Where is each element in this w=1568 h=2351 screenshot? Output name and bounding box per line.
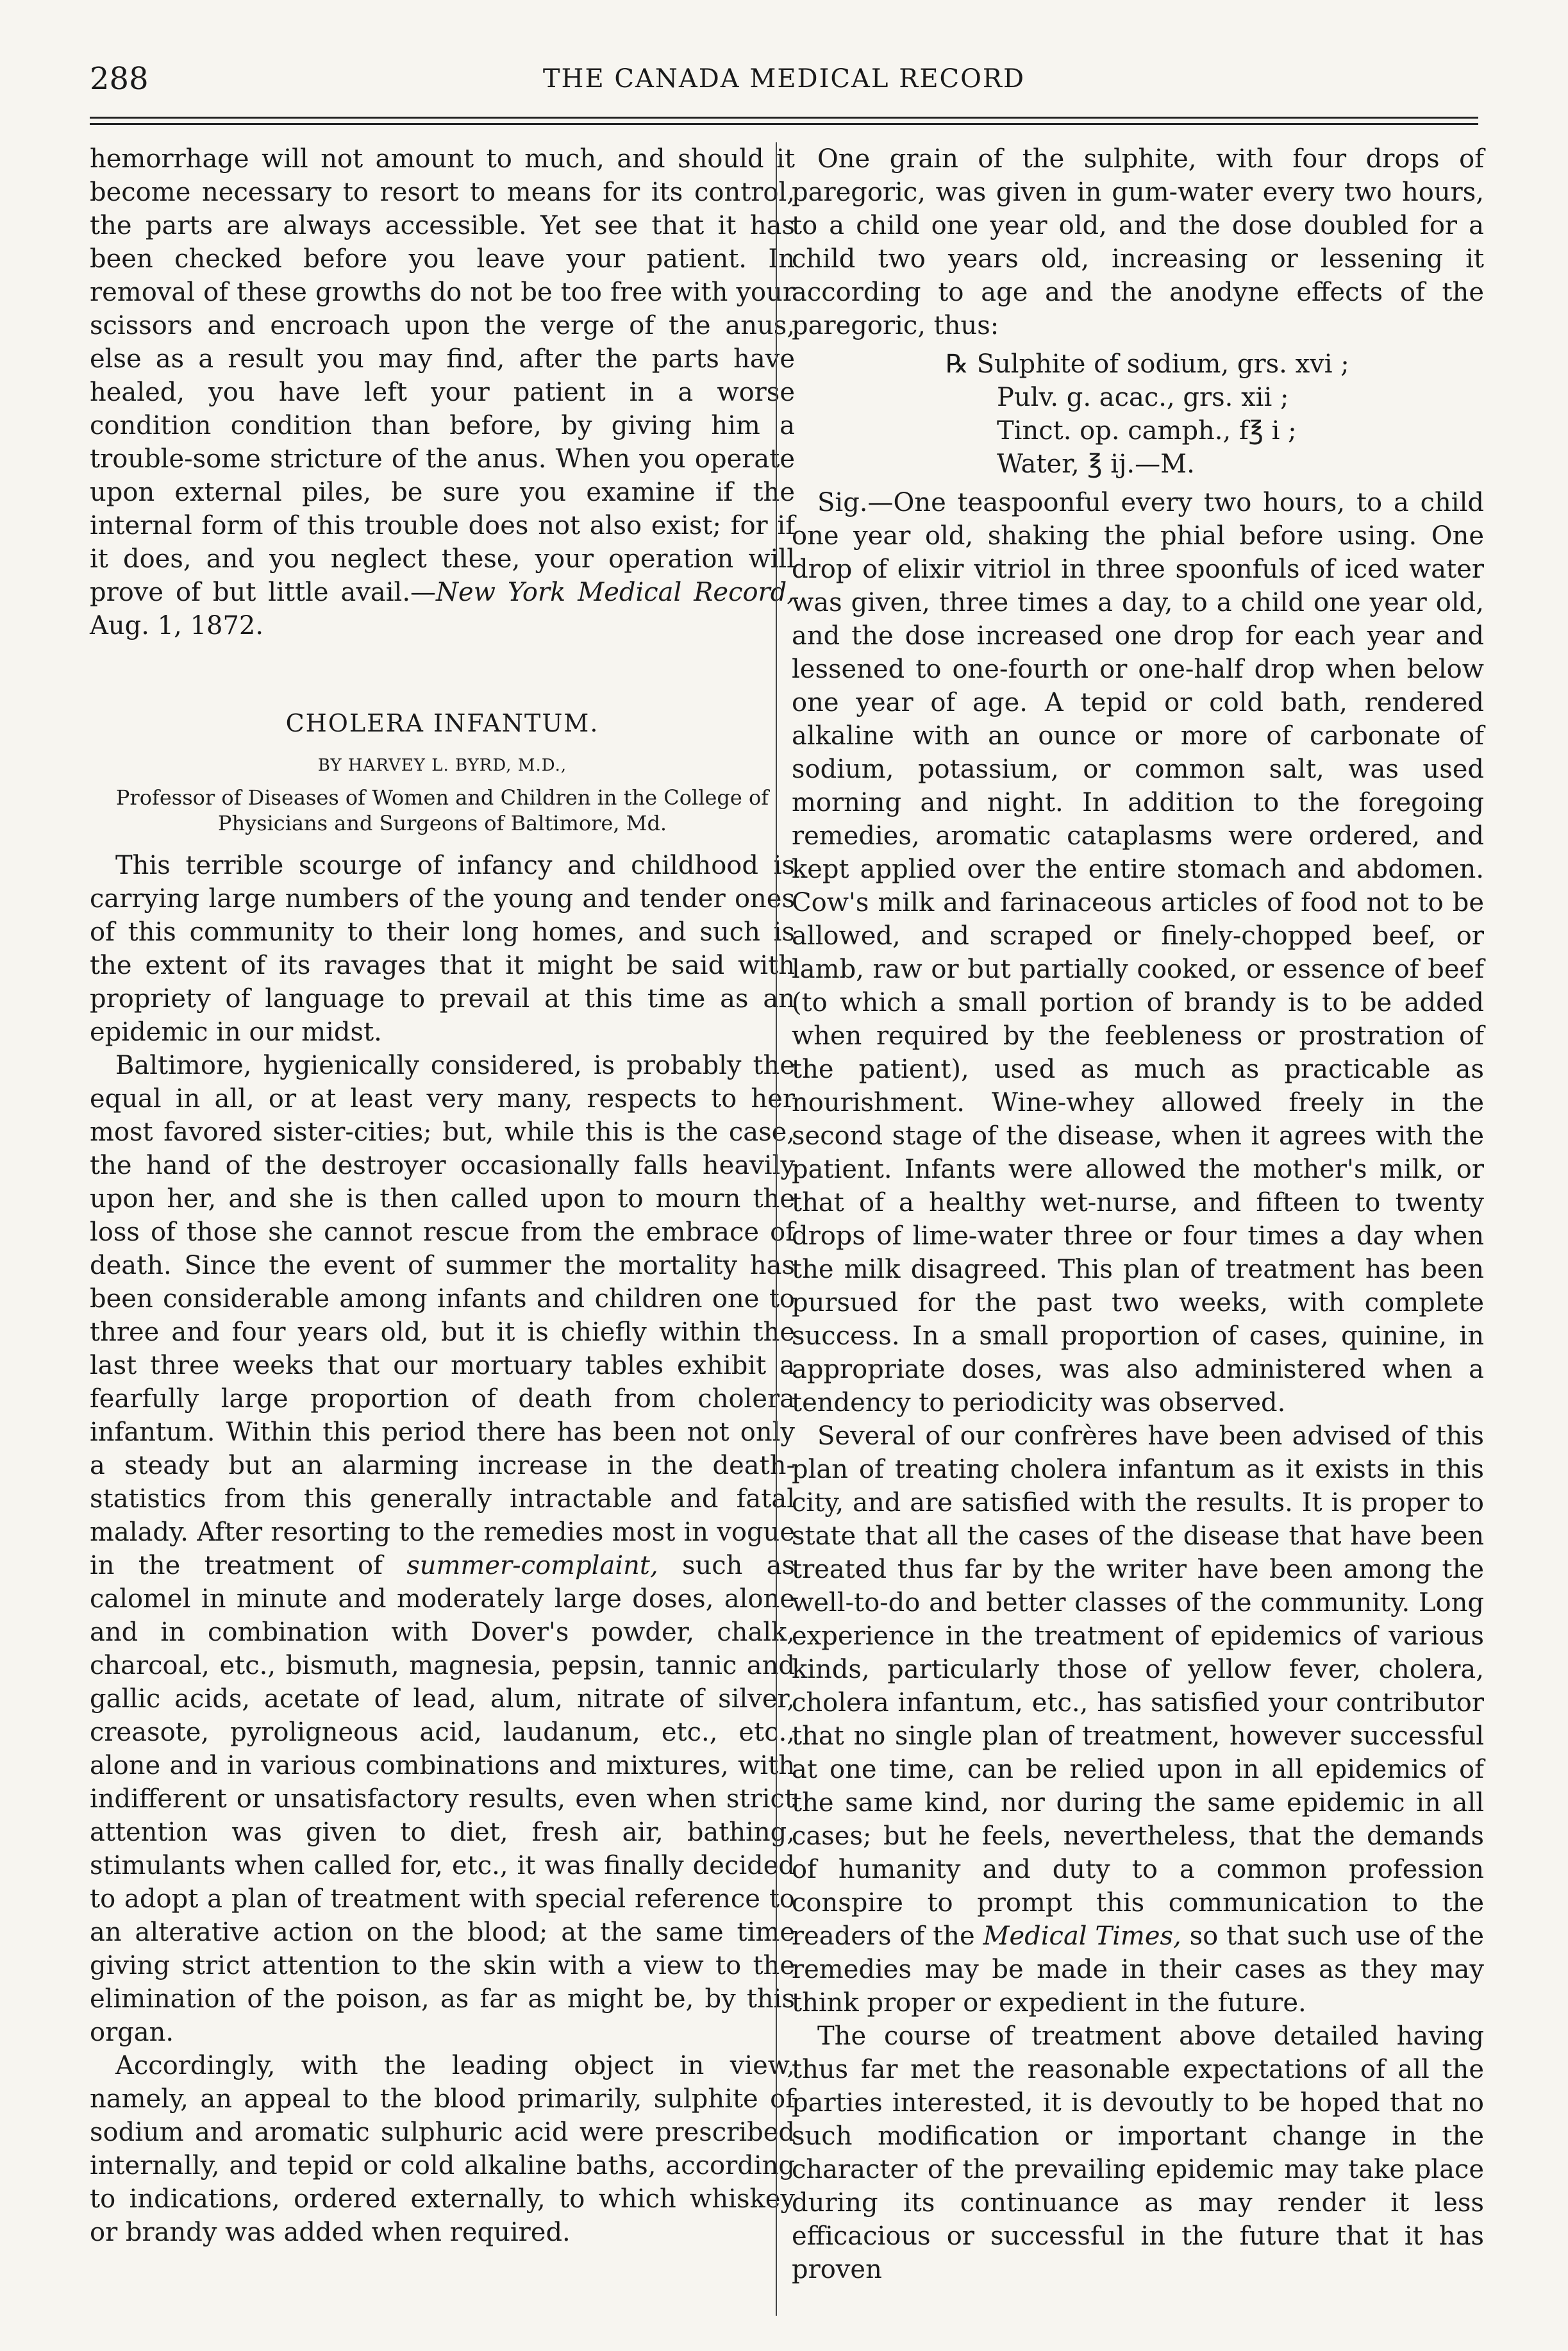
right-paragraph-4: The course of treatment above detailed having thus far met the reasonable expectations of all the parties interested, it is devoutly to be hoped that no such modification or important change in the character of the prevailing epidemic may take place during its continuance as may render it less efficacious or successful in the future that it has proven xyxy=(792,2021,1484,2284)
running-title: THE CANADA MEDICAL RECORD xyxy=(542,64,1026,94)
paragraph-2-italic: summer-complaint, xyxy=(406,1551,658,1580)
right-paragraph-3-text-b: so that such use of the remedies may be made in their cases as they may think proper or expedient in the future. xyxy=(792,1921,1485,2018)
prescription-line-1: ℞ Sulphite of sodium, grs. xvi ; xyxy=(946,349,1349,379)
page-header xyxy=(90,56,1478,101)
prescription xyxy=(946,347,1484,481)
article-paragraph-3: Accordingly, with the leading object in view, namely, an appeal to the blood primarily, sulphite of sodium and aromatic sulphuric acid were prescribed internally, and tepid or cold alkaline baths, according to indications, ordered externally, to which whiskey or brandy was added when required. xyxy=(90,2051,795,2247)
right-paragraph-3-text-a: Several of our confrères have been advised of this plan of treating cholera infantum as it exists in this city, and are satisfied with the results. It is proper to state that all the cases of the disease that have been treated thus far by the writer have been among the well-to-do and better classes of the community. Long experience in the treatment of epidemics of various kinds, particularly those of yellow fever, cholera, cholera infantum, etc., has satisfied your contributor that no single plan of treatment, however successful at one time, can be relied upon in all epidemics of the same kind, nor during the same epidemic in all cases; but he feels, nevertheless, that the demands of humanity and duty to a common profession conspire to prompt this communication to the readers of the xyxy=(792,1421,1484,1951)
right-paragraph-2: Sig.—One teaspoonful every two hours, to a child one year old, shaking the phial before using. One drop of elixir vitriol in three spoonfuls of iced water was given, three times a day, to a child one year old, and the dose increased one drop for each year and lessened to one-fourth or one-half drop when below one year of age. A tepid or cold bath, rendered alkaline with an ounce or more of carbonate of sodium, potassium, or common salt, was used morning and night. In addition to the foregoing remedies, aromatic cataplasms were ordered, and kept applied over the entire stomach and abdomen. Cow's milk and farinaceous articles of food not to be allowed, and scraped or finely-chopped beef, or lamb, raw or but partially cooked, or essence of beef (to which a small portion of brandy is to be added when required by the feebleness or prostration of the patient), used as much as practicable as nourishment. Wine-whey allowed freely in the second stage of the disease, when it agrees with the patient. Infants were allowed the mother's milk, or that of a healthy wet-nurse, and fifteen to twenty drops of lime-water three or four times a day when the milk disagreed. This plan of treatment has been pursued for the past two weeks, with complete success. In a small proportion of cases, quinine, in appropriate doses, was also administered when a tendency to periodicity was observed. xyxy=(792,488,1484,1418)
article-byline: BY HARVEY L. BYRD, M.D., xyxy=(317,756,567,775)
page-number: 288 xyxy=(90,61,149,97)
article-title: CHOLERA INFANTUM. xyxy=(285,709,599,737)
author-affiliation: Professor of Diseases of Women and Children in the College of Physicians and Surgeons of Baltimore, Md. xyxy=(115,785,769,835)
continued-paragraph xyxy=(90,142,795,642)
paragraph-2-text-a: Baltimore, hygienically considered, is probably the equal in all, or at least very many, respects to her most favored sister-cities; but, while this is the case, the hand of the destroyer occasionally falls heavily upon her, and she is then called upon to mourn the loss of those she cannot rescue from the embrace of death. Since the event of summer the mortality has been considerable among infants and children one to three and four years old, but it is chiefly within the last three weeks that our mortuary tables exhibit a fearfully large proportion of death from cholera infantum. Within this period there has been not only a steady but an alarming increase in the death-statistics from this generally intractable and fatal malady. After resorting to the remedies most in vogue in the treatment of xyxy=(90,1051,795,1580)
header-rule-bottom xyxy=(90,123,1478,125)
header-rule-top xyxy=(90,117,1478,119)
paragraph-2-text-b: such as calomel in minute and moderately large doses, alone and in combination with Dover's powder, chalk, charcoal, etc., bismuth, magnesia, pepsin, tannic and gallic acids, acetate of lead, alum, nitrate of silver, creasote, pyroligneous acid, laudanum, etc., etc., alone and in various combinations and mixtures, with indifferent or unsatisfactory results, even when strict attention was given to diet, fresh air, bathing, stimulants when called for, etc., it was finally decided to adopt a plan of treatment with special reference to an alterative action on the blood; at the same time giving strict attention to the skin with a view to the elimination of the poison, as far as might be, by this organ. xyxy=(90,1551,796,2047)
prescription-line-4: Water, ℥ ij.—M. xyxy=(997,449,1195,479)
article-paragraph-1: This terrible scourge of infancy and childhood is carrying large numbers of the young and tender ones of this community to their long homes, and such is the extent of its ravages that it might be said with propriety of language to prevail at this time as an epidemic in our midst. xyxy=(90,851,795,1047)
citation-journal: New York Medical Record, xyxy=(436,578,795,607)
right-paragraph-3-italic: Medical Times, xyxy=(983,1921,1181,1951)
prescription-line-3: Tinct. op. camph., f℥ i ; xyxy=(997,416,1297,446)
continued-paragraph-text: hemorrhage will not amount to much, and should it become necessary to resort to means for its control, the parts are always accessible. Yet see that it has been checked before you leave your patient. In removal of these growths do not be too free with your scissors and encroach upon the verge of the anus, else as a result you may find, after the parts have healed, you have left your patient in a worse condition condition than before, by giving him a trouble-some stricture of the anus. When you operate upon external piles, be sure you examine if the internal form of this trouble does not also exist; for if it does, and you neglect these, your operation will prove of but little avail.— xyxy=(90,144,795,607)
prescription-line-2: Pulv. g. acac., grs. xii ; xyxy=(997,383,1289,412)
column-divider xyxy=(776,142,777,2316)
article-paragraph-2 xyxy=(90,1049,795,2049)
right-paragraph-3 xyxy=(792,1419,1484,2020)
left-column xyxy=(90,142,795,2249)
right-column xyxy=(792,142,1484,2286)
right-paragraph-1: One grain of the sulphite, with four drops of paregoric, was given in gum-water every two hours, to a child one year old, and the dose doubled for a child two years old, increasing or lessening it according to age and the anodyne effects of the paregoric, thus: xyxy=(792,144,1484,340)
citation-date: Aug. 1, 1872. xyxy=(90,611,264,640)
